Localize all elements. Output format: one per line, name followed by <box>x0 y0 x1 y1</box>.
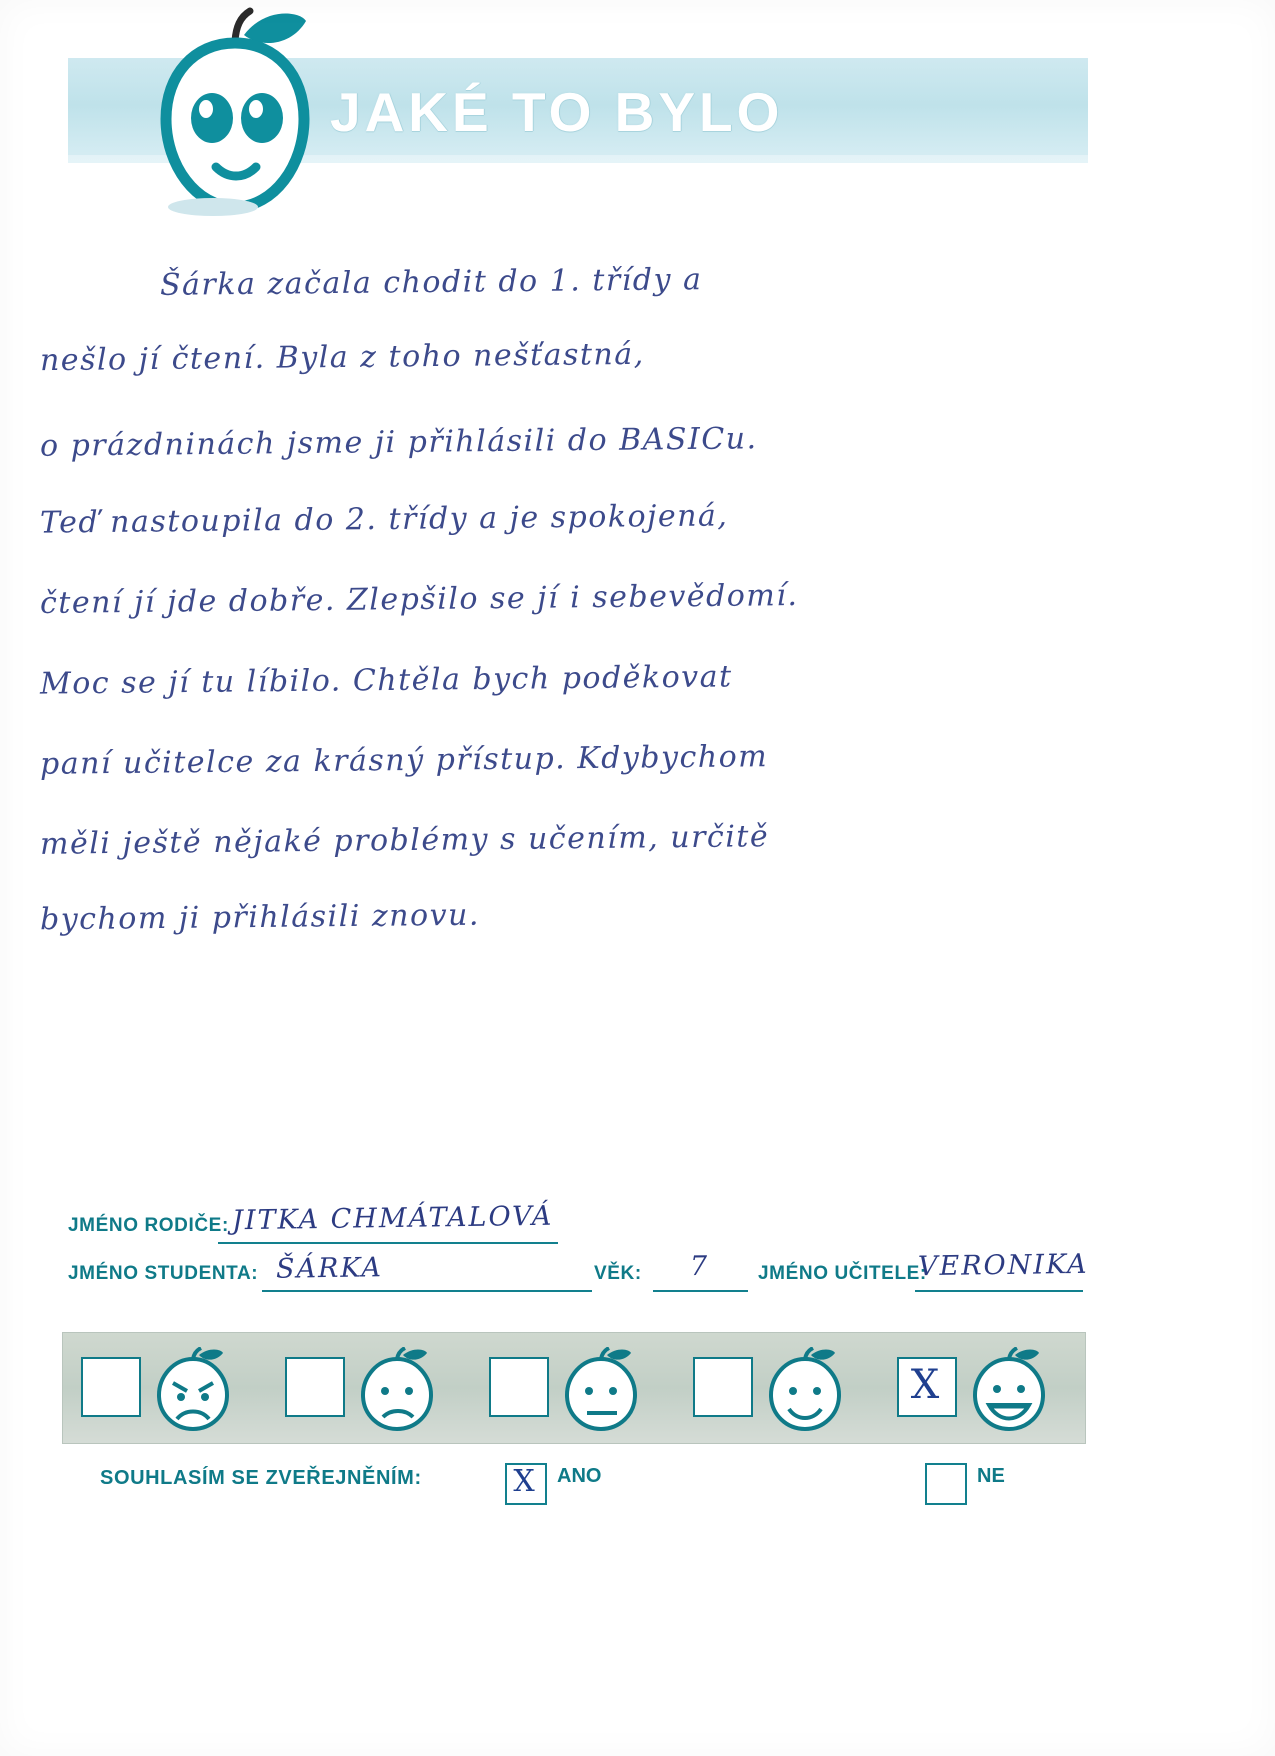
letter-line: bychom ji přihlásili znovu. <box>39 897 481 938</box>
scale-checkbox-mark <box>285 1357 341 1413</box>
consent-yes-mark: X <box>513 1464 535 1499</box>
neutral-face-apple-icon <box>551 1347 651 1433</box>
scale-option-very-unhappy[interactable] <box>73 1343 258 1433</box>
angry-face-apple-icon <box>143 1347 243 1433</box>
teacher-name-rule <box>915 1290 1083 1292</box>
scale-checkbox-mark: X <box>910 1362 940 1408</box>
letter-line: paní učitelce za krásný přístup. Kdybychom <box>39 739 769 782</box>
letter-line: Šárka začala chodit do 1. třídy a <box>159 262 703 303</box>
handwritten-letter <box>0 245 1275 945</box>
parent-name-value[interactable]: JITKA CHMÁTALOVÁ <box>231 1200 554 1237</box>
letter-line: Moc se jí tu líbilo. Chtěla bych poděkovat <box>39 659 733 702</box>
document-header <box>0 0 1275 230</box>
scale-option-unhappy[interactable] <box>277 1343 462 1433</box>
letter-line: měli ještě nějaké problémy s učením, určitě <box>39 819 770 862</box>
page-title: JAKÉ TO BYLO <box>330 81 784 143</box>
consent-no-label: NE <box>977 1465 1005 1487</box>
age-label: VĚK: <box>594 1263 642 1284</box>
letter-line: Teď nastoupila do 2. třídy a je spokojená, <box>39 498 729 541</box>
scale-checkbox-mark <box>693 1357 749 1413</box>
smiling-face-apple-icon <box>755 1347 855 1433</box>
letter-line: čtení jí jde dobře. Zlepšilo se jí i sebevědomí. <box>39 578 799 621</box>
consent-label: SOUHLASÍM SE ZVEŘEJNĚNÍM: <box>100 1467 422 1489</box>
letter-line: o prázdninách jsme ji přihlásili do BASICu. <box>39 421 758 464</box>
scale-checkbox-mark <box>81 1357 137 1413</box>
teacher-name-label: JMÉNO UČITELE: <box>758 1263 927 1284</box>
apple-icon <box>140 5 330 215</box>
form-fields <box>0 1195 1275 1315</box>
teacher-name-value[interactable]: VERONIKA <box>917 1248 1089 1283</box>
consent-yes-label: ANO <box>557 1465 602 1487</box>
satisfaction-scale <box>62 1332 1086 1444</box>
scale-option-neutral[interactable] <box>481 1343 666 1433</box>
student-name-label: JMÉNO STUDENTA: <box>68 1263 259 1284</box>
consent-no-mark <box>925 1463 963 1501</box>
apple-shadow <box>168 198 258 216</box>
consent-row <box>0 1455 1275 1525</box>
student-name-rule <box>262 1290 592 1292</box>
age-rule <box>653 1290 748 1292</box>
letter-line: nešlo jí čtení. Byla z toho nešťastná, <box>39 336 645 379</box>
parent-name-rule <box>218 1242 558 1244</box>
scale-option-very-happy[interactable] <box>889 1343 1074 1433</box>
grinning-face-apple-icon <box>959 1347 1059 1433</box>
scale-option-happy[interactable] <box>685 1343 870 1433</box>
age-value[interactable]: 7 <box>689 1250 710 1283</box>
parent-name-label: JMÉNO RODIČE: <box>68 1215 229 1236</box>
student-name-value[interactable]: ŠÁRKA <box>275 1252 384 1285</box>
sad-face-apple-icon <box>347 1347 447 1433</box>
scale-checkbox-mark <box>489 1357 545 1413</box>
